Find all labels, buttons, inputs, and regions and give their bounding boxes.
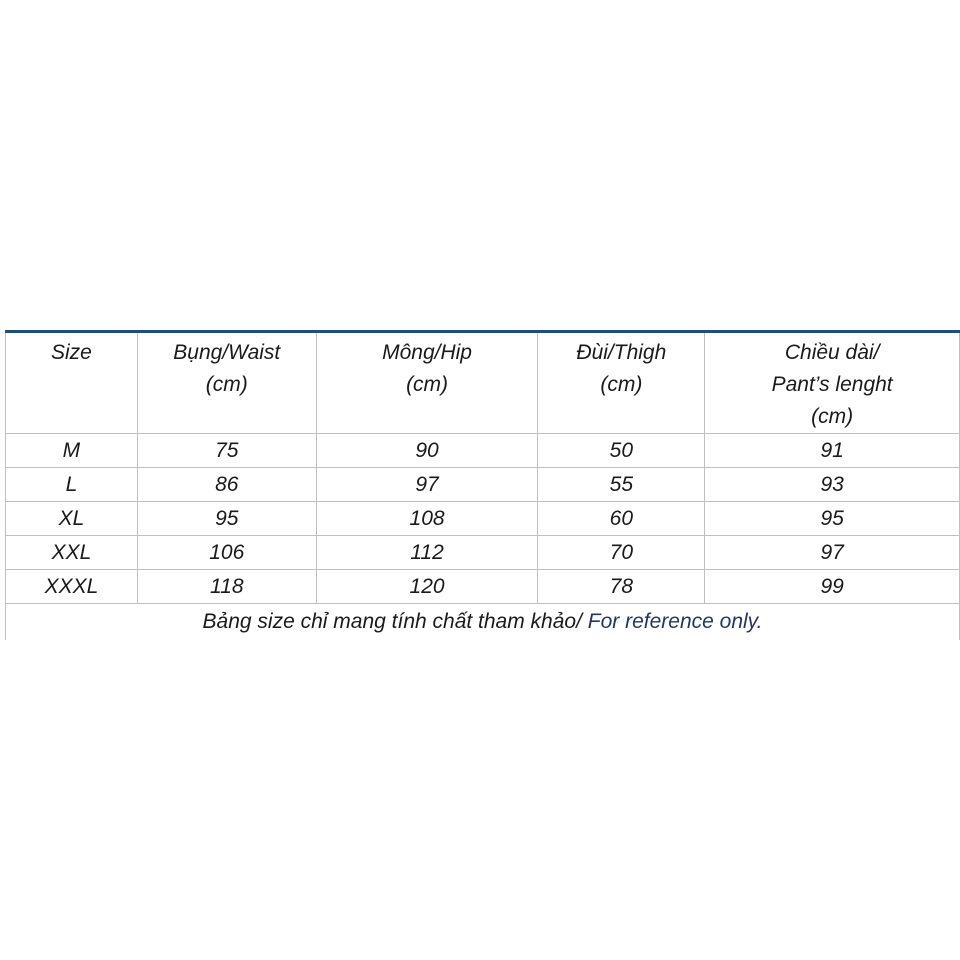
header-size: Size bbox=[6, 333, 138, 433]
cell-pant-length: 95 bbox=[705, 502, 960, 535]
footer-note-vietnamese: Bảng size chỉ mang tính chất tham khảo/ bbox=[202, 610, 588, 633]
header-thigh: Đùi/Thigh (cm) bbox=[538, 333, 705, 433]
size-chart-table bbox=[5, 330, 960, 640]
cell-waist: 86 bbox=[138, 468, 317, 501]
cell-waist: 95 bbox=[138, 502, 317, 535]
cell-pant-length: 91 bbox=[705, 434, 960, 467]
table-footer-note bbox=[5, 604, 960, 640]
table-row bbox=[5, 502, 960, 536]
cell-hip: 90 bbox=[317, 434, 539, 467]
footer-note-english: For reference only. bbox=[587, 610, 763, 633]
cell-thigh: 78 bbox=[538, 570, 705, 603]
header-waist: Bụng/Waist (cm) bbox=[138, 333, 317, 433]
cell-size: XL bbox=[6, 502, 138, 535]
cell-waist: 106 bbox=[138, 536, 317, 569]
cell-size: M bbox=[6, 434, 138, 467]
cell-pant-length: 93 bbox=[705, 468, 960, 501]
cell-hip: 120 bbox=[317, 570, 539, 603]
cell-waist: 118 bbox=[138, 570, 317, 603]
table-row bbox=[5, 468, 960, 502]
cell-thigh: 50 bbox=[538, 434, 705, 467]
cell-size: XXXL bbox=[6, 570, 138, 603]
table-row bbox=[5, 434, 960, 468]
cell-thigh: 70 bbox=[538, 536, 705, 569]
table-row bbox=[5, 536, 960, 570]
cell-pant-length: 97 bbox=[705, 536, 960, 569]
table-row bbox=[5, 570, 960, 604]
header-pant-length: Chiều dài/ Pant’s lenght (cm) bbox=[705, 333, 960, 433]
cell-hip: 108 bbox=[317, 502, 539, 535]
cell-size: XXL bbox=[6, 536, 138, 569]
cell-thigh: 55 bbox=[538, 468, 705, 501]
cell-waist: 75 bbox=[138, 434, 317, 467]
table-header-row bbox=[5, 333, 960, 434]
header-hip: Mông/Hip (cm) bbox=[317, 333, 539, 433]
cell-hip: 97 bbox=[317, 468, 539, 501]
cell-size: L bbox=[6, 468, 138, 501]
cell-pant-length: 99 bbox=[705, 570, 960, 603]
cell-hip: 112 bbox=[317, 536, 539, 569]
cell-thigh: 60 bbox=[538, 502, 705, 535]
